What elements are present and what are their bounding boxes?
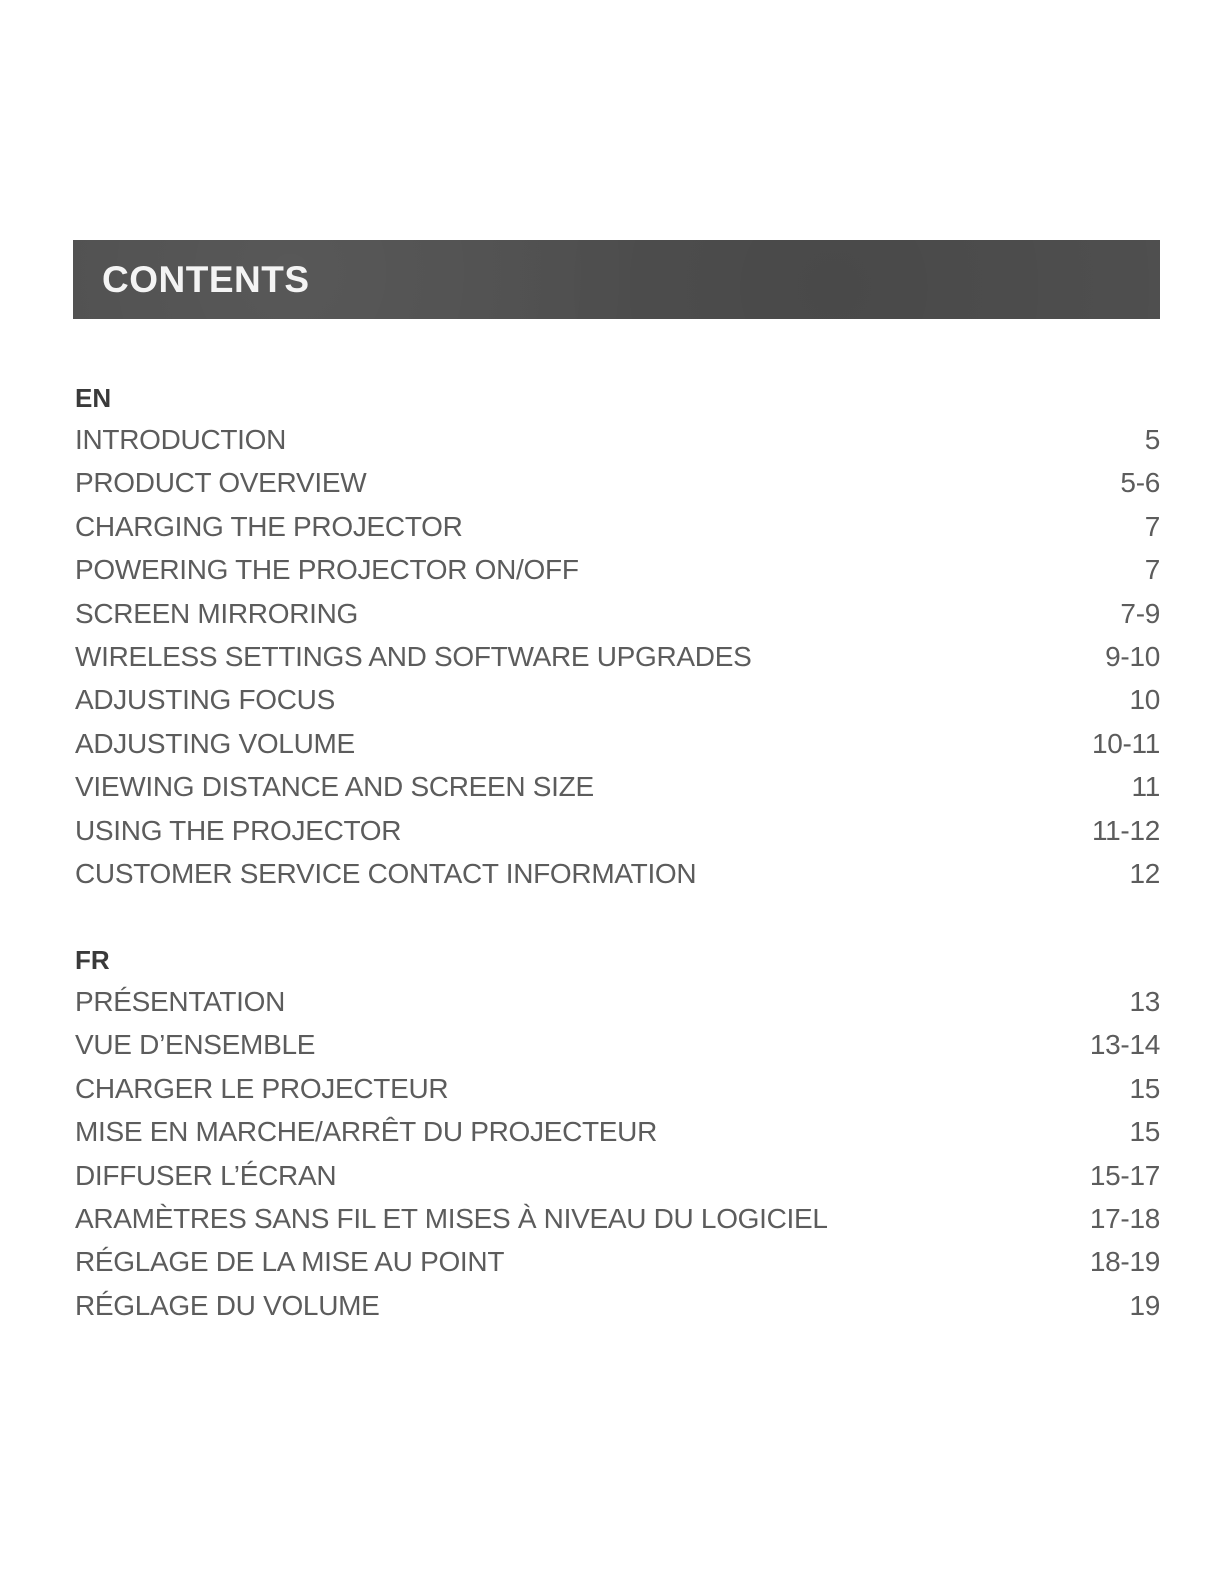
toc-entry[interactable] (75, 1110, 1160, 1153)
toc-entry[interactable] (75, 1284, 1160, 1327)
toc-entry-page: 15-17 (1089, 1159, 1160, 1191)
toc-entry[interactable] (75, 765, 1160, 808)
toc-entry-page: 15 (1129, 1116, 1160, 1148)
toc-entry-page: 18-19 (1089, 1246, 1160, 1278)
toc-entry-title: ADJUSTING VOLUME (75, 727, 355, 759)
toc-entry-title: WIRELESS SETTINGS AND SOFTWARE UPGRADES (75, 640, 752, 672)
toc-entry-page: 15 (1129, 1072, 1160, 1104)
toc-entry-page: 5-6 (1120, 467, 1160, 499)
toc-entry[interactable] (75, 1240, 1160, 1283)
toc-entry[interactable] (75, 852, 1160, 895)
toc-entry-title: USING THE PROJECTOR (75, 814, 402, 846)
contents-banner (73, 240, 1160, 319)
toc-entry-page: 7-9 (1120, 597, 1160, 629)
toc-entry[interactable] (75, 505, 1160, 548)
toc-entry[interactable] (75, 592, 1160, 635)
toc-entry-page: 5 (1144, 424, 1160, 455)
toc-entry-page: 11 (1131, 771, 1160, 803)
toc-entry-title: CHARGING THE PROJECTOR (75, 510, 463, 542)
toc-entry[interactable] (75, 809, 1160, 852)
toc-entry-page: 17-18 (1089, 1202, 1160, 1234)
toc-entry-page: 13-14 (1089, 1029, 1160, 1061)
toc-entry-page: 13 (1129, 986, 1160, 1017)
section-en (75, 378, 1160, 895)
toc-entry-title: VUE D’ENSEMBLE (75, 1029, 316, 1061)
toc-entry-title: ADJUSTING FOCUS (75, 684, 335, 716)
toc-entry[interactable] (75, 678, 1160, 721)
toc-list-en (75, 418, 1160, 895)
toc-entry-page: 10-11 (1091, 727, 1160, 759)
page-title: CONTENTS (102, 259, 310, 300)
toc-entry[interactable] (75, 980, 1160, 1023)
toc-entry[interactable] (75, 461, 1160, 504)
toc-entry-page: 19 (1129, 1289, 1160, 1321)
section-heading-fr: FR (75, 945, 110, 975)
toc-entry-title: ARAMÈTRES SANS FIL ET MISES À NIVEAU DU LOGICIEL (75, 1202, 828, 1234)
section-heading-en: EN (75, 383, 112, 413)
toc-entry-page: 10 (1129, 684, 1160, 716)
toc-list-fr (75, 980, 1160, 1327)
toc-entry[interactable] (75, 1197, 1160, 1240)
section-fr (75, 940, 1160, 1327)
toc-entry[interactable] (75, 418, 1160, 461)
toc-entry-title: PRODUCT OVERVIEW (75, 467, 367, 499)
toc-entry-title: RÉGLAGE DU VOLUME (75, 1289, 380, 1321)
toc-entry-title: CUSTOMER SERVICE CONTACT INFORMATION (75, 857, 697, 889)
toc-entry-title: POWERING THE PROJECTOR ON/OFF (75, 554, 579, 586)
toc-entry-title: MISE EN MARCHE/ARRÊT DU PROJECTEUR (75, 1116, 658, 1148)
toc-entry-page: 7 (1144, 554, 1160, 586)
toc-entry-title: DIFFUSER L’ÉCRAN (75, 1159, 337, 1191)
toc-entry-page: 9-10 (1105, 640, 1160, 672)
toc-entry[interactable] (75, 1067, 1160, 1110)
toc-entry[interactable] (75, 1023, 1160, 1066)
toc-entry-title: VIEWING DISTANCE AND SCREEN SIZE (75, 771, 594, 803)
toc-entry-page: 12 (1129, 857, 1160, 889)
toc-entry[interactable] (75, 548, 1160, 591)
toc-entry-title: RÉGLAGE DE LA MISE AU POINT (75, 1246, 505, 1278)
toc-entry-title: INTRODUCTION (75, 424, 287, 455)
toc-entry-title: CHARGER LE PROJECTEUR (75, 1072, 449, 1104)
toc-entry-title: PRÉSENTATION (75, 986, 286, 1017)
toc-entry[interactable] (75, 1154, 1160, 1197)
toc-entry-page: 7 (1144, 510, 1160, 542)
toc-entry-page: 11-12 (1091, 814, 1160, 846)
toc-entry[interactable] (75, 722, 1160, 765)
toc-entry-title: SCREEN MIRRORING (75, 597, 358, 629)
toc-entry[interactable] (75, 635, 1160, 678)
